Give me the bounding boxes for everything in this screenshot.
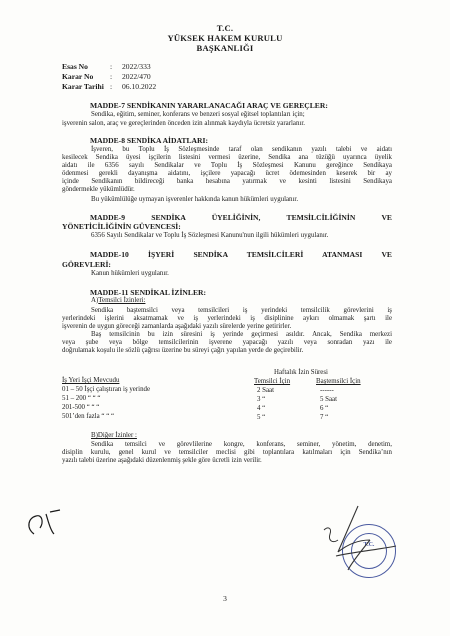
article-10-title-b: GÖREVLERİ: xyxy=(62,260,111,269)
initials-handwriting xyxy=(20,490,80,550)
meta-karar-no: Karar No : 2022/470 xyxy=(62,72,151,81)
header-institution: YÜKSEK HAKEM KURULU xyxy=(167,33,283,43)
article-10-line: Kanun hükümleri uygulanır. xyxy=(91,270,169,277)
article-11-title: MADDE-11 SENDİKAL İZİNLER: xyxy=(90,288,207,297)
article-10-title-a: MADDE-10 İŞYERİ SENDİKA TEMSİLCİLERİ ATANMASI VE xyxy=(90,250,392,259)
meta-karar-tarihi: Karar Tarihi : 06.10.2022 xyxy=(62,82,157,91)
article-8-extra: Bu yükümlülüğe uymayan işverenler hakkında kanun hükümleri uygulanır. xyxy=(91,196,299,203)
table-right-bastemsilci: 6 “ xyxy=(320,405,329,412)
col-temsilci-header: Temsilci İçin xyxy=(254,378,291,385)
header-tc: T.C. xyxy=(216,23,234,33)
table-right-bastemsilci: ------ xyxy=(320,387,334,394)
article-11-sub-b: B)Diğer İzinler : xyxy=(91,432,137,439)
header-department: BAŞKANLIĞI xyxy=(196,43,254,53)
article-8-body: İşveren, bu Toplu İş Sözleşmesinde taraf olan sendikanın yazılı talebi ve aidatı kesilecek Sendika üyesi işçilerin listesini vermesi üzerine, Sendika ana tüzüğü uyarınca üyelik aidatı ile 6356 sayılı Sendikalar ve Toplu İş Sözleşmesi Kanunu gereğince Sendikaya ödenmesi gerekli dayanışma aidatını, işçilere yapacağı ücret ödemesinden keserek bir ay içinde Sendikanın bildireceği banka hesabına yatırmak ve kesinti listesini Sendikaya göndermekle yükümlüdür. xyxy=(62,146,392,193)
article-7-line-1: Sendika, eğitim, seminer, konferans ve benzeri sosyal eğitsel toplantıları için; xyxy=(91,111,305,118)
article-7-title: MADDE-7 SENDİKANIN YARARLANACAĞI ARAÇ VE GEREÇLER: xyxy=(90,101,328,110)
article-9-line: 6356 Sayılı Sendikalar ve Toplu İş Sözleşmesi Kanunu'nun ilgili hükümleri uygulanır. xyxy=(91,232,329,239)
article-7-line-2: işverenin salon, araç ve gereçlerinden önceden izin alınmak kaydıyla ücretsiz yararlanır. xyxy=(62,120,305,127)
meta-esas-no: Esas No : 2022/333 xyxy=(62,62,151,71)
page-number: 3 xyxy=(223,594,227,603)
table-left-row: 01 – 50 İşçi çalıştıran iş yerinde xyxy=(62,386,151,393)
article-11-body-1: Sendika baştemsilci veya temsilcileri iş yerindeki temsilcilik görevlerini iş yerlerindeki işlerini aksatmamak ve iş yerlerindeki iş disiplinine aykırı olmamak şartı ile işverenin de uygun göreceği zamanlarda aşağıdaki yazılı sürelerde yerine getirirler. xyxy=(62,307,392,330)
article-9-title-a: MADDE-9 SENDİKA ÜYELİĞİNİN, TEMSİLCİLİĞİNİN VE xyxy=(90,213,392,222)
article-8-title: MADDE-8 SENDİKA AİDATLARI: xyxy=(90,136,208,145)
table-right-temsilci: 3 “ xyxy=(257,396,266,403)
article-11-body-2: Baş temsilcinin bu izin süresini iş yerinde geçirmesi asıldır. Ancak, Sendika merkezi veya şube veya bölge temsilcilerinin işverene yapacağı yazılı veya sonradan yazı ile doğrulamak koşulu ile sözlü çağrısı üzerine bu süreyi çağrı yapılan yerde de geçirebilir. xyxy=(62,331,392,354)
table-left-title: İş Yeri İşçi Mevcudu xyxy=(62,377,120,384)
table-left-row: 201-500 “ “ “ xyxy=(62,404,100,411)
col-bastemsilci-header: Baştemsilci İçin xyxy=(316,378,361,385)
article-11-body-3: Sendika temsilci ve görevlilerine kongre, konferans, seminer, yönetim, denetim, disiplin kurulu, genel kurul ve temsilciler meclisi gibi toplantılara katılmaları için Sendika’nın yazılı talebi üzerine aşağıdaki düzenlenmiş şekle göre ücretli izin verilir. xyxy=(62,441,392,464)
table-right-temsilci: 4 “ xyxy=(257,405,266,412)
table-right-bastemsilci: 5 Saat xyxy=(320,396,338,403)
article-9-title-b: YÖNETİCİLİĞİNİN GÜVENCESİ: xyxy=(62,222,181,231)
official-stamp: T.C. xyxy=(342,524,396,578)
table-left-row: 51 – 200 “ “ “ xyxy=(62,395,101,402)
table-left-row: 501’den fazla “ “ “ xyxy=(62,413,115,420)
table-right-title: Haftalık İzin Süresi xyxy=(274,369,328,376)
table-right-temsilci: 2 Saat xyxy=(257,387,275,394)
table-right-temsilci: 5 “ xyxy=(257,414,266,421)
signature xyxy=(318,500,408,580)
article-11-sub-a: A)Temsilci İzinleri: xyxy=(91,297,146,304)
table-right-bastemsilci: 7 “ xyxy=(320,414,329,421)
